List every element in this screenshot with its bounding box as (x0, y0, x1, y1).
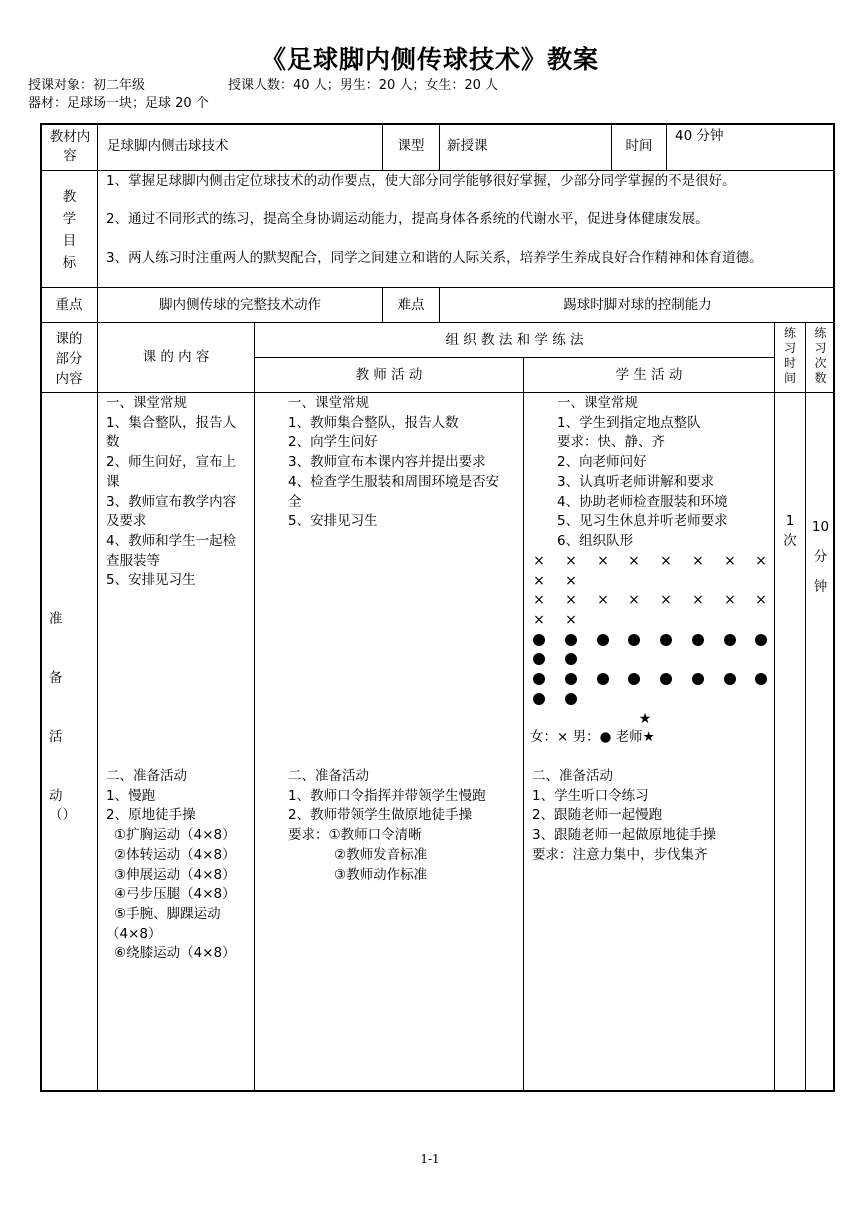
girl-marker: × (755, 592, 767, 609)
girl-marker: × (533, 572, 545, 589)
student-line: 1、学生听口令练习 (532, 787, 649, 804)
content-line: 3、教师宣布教学内容 (106, 493, 237, 510)
formation-row-girls (530, 610, 770, 630)
goals-label: 教 学 目 标 (62, 189, 77, 271)
content-line: ②体转运动（4×8） (114, 846, 236, 863)
key-label: 重点 (55, 297, 83, 313)
formation-row-boys (530, 630, 770, 650)
teacher-line: 要求：①教师口令清晰 (288, 827, 422, 844)
difficulty-label: 难点 (397, 297, 425, 313)
student-block-2 (532, 767, 716, 866)
teacher-line: 一、课堂常规 (288, 395, 369, 411)
teacher-line: 1、教师口令指挥并带领学生慢跑 (288, 787, 486, 804)
content-line: 4、教师和学生一起检 (106, 532, 237, 549)
key-value: 脚内侧传球的完整技术动作 (159, 297, 321, 313)
type-value: 新授课 (447, 138, 488, 154)
boy-marker (533, 634, 545, 646)
formation-row-boys (530, 689, 770, 709)
grid-line (254, 357, 774, 358)
content-line: 5、安排见习生 (106, 572, 196, 589)
student-block-1 (557, 394, 728, 552)
part-char: 准 (49, 611, 63, 627)
girl-marker: × (565, 592, 577, 609)
teacher-line: 全 (288, 493, 302, 510)
girl-marker: × (755, 553, 767, 569)
content-line: ③伸展运动（4×8） (114, 866, 236, 883)
equipment: 器材：足球场一块；足球 20 个 (28, 96, 209, 111)
student-line: 3、跟随老师一起做原地徒手操 (532, 827, 717, 844)
boy-marker (755, 673, 767, 685)
grid-line (41, 322, 835, 323)
org-label: 组 织 教 法 和 学 练 法 (445, 332, 584, 348)
student-line: 2、向老师问好 (557, 454, 647, 471)
time-label: 时间 (625, 138, 653, 154)
content-line: ⑥绕膝运动（4×8） (114, 945, 236, 962)
girl-marker: × (533, 553, 545, 569)
goal-item-1: 1、掌握足球脚内侧击定位球技术的动作要点，使大部分同学能够很好掌握，少部分同学掌握的不是很好。 (106, 173, 736, 189)
student-line: 二、准备活动 (532, 768, 613, 784)
teacher-line: 2、向学生问好 (288, 434, 378, 451)
boy-marker (628, 634, 640, 646)
girl-marker: × (628, 553, 640, 569)
content-line: ④弓步压腿（4×8） (114, 886, 236, 903)
goal-item-2: 2、通过不同形式的练习，提高全身协调运动能力，提高身体各系统的代谢水平，促进身体健康发展。 (106, 211, 709, 227)
content-line: 及要求 (106, 513, 147, 530)
content-line: 1、慢跑 (106, 787, 156, 804)
boy-marker (533, 653, 545, 665)
student-line: 要求：快、静、齐 (557, 434, 665, 451)
teacher-line: 二、准备活动 (288, 768, 369, 784)
content-line: （4×8） (106, 925, 162, 942)
content-line: 课 (106, 473, 120, 490)
boy-marker (565, 634, 577, 646)
content-block-2 (106, 767, 236, 964)
grid-line (41, 170, 835, 171)
practice-count-value: 10 分 钟 (811, 519, 830, 595)
part-label: 课的 部分 内容 (55, 331, 83, 387)
student-activity-label: 学 生 活 动 (615, 367, 683, 383)
content-line: ⑤手腕、脚踝运动 (114, 905, 221, 922)
content-line: ①扩胸运动（4×8） (114, 827, 236, 844)
teacher-activity-label: 教 师 活 动 (355, 367, 423, 383)
grid-line (97, 125, 98, 170)
girl-marker: × (565, 553, 577, 569)
teacher-marker: ★ (638, 710, 652, 727)
student-line: 5、见习生休息并听老师要求 (557, 513, 728, 530)
material-label: 教材内容 (49, 129, 91, 164)
student-line: 2、跟随老师一起慢跑 (532, 807, 663, 824)
teacher-line: ②教师发音标准 (334, 846, 428, 863)
grid-line (41, 392, 835, 393)
formation-diagram (530, 551, 770, 748)
material-value: 足球脚内侧击球技术 (107, 138, 229, 154)
grid-line (41, 287, 835, 288)
student-line: 要求：注意力集中，步伐集齐 (532, 846, 708, 863)
part-char: 备 (49, 670, 63, 686)
teacher-line: 1、教师集合整队，报告人数 (288, 414, 459, 431)
content-line: 数 (106, 434, 120, 451)
document-title: 《足球脚内侧传球技术》教案 (260, 45, 599, 74)
teacher-line: 2、教师带领学生做原地徒手操 (288, 807, 473, 824)
grid-line (523, 357, 524, 1091)
boy-marker (597, 673, 609, 685)
girl-marker: × (533, 592, 545, 609)
part-char: 动 (49, 788, 63, 804)
girl-marker: × (660, 553, 672, 569)
girl-marker: × (597, 592, 609, 609)
boy-marker (692, 673, 704, 685)
grid-line (774, 322, 775, 1091)
content-line: 一、课堂常规 (106, 395, 187, 411)
goal-item-3: 3、两人练习时注重两人的默契配合，同学之间建立和谐的人际关系，培养学生养成良好合作精神和体育道德。 (106, 250, 763, 266)
teacher-block-1 (288, 394, 499, 532)
part-paren: （） (49, 807, 76, 823)
formation-row-boys (530, 649, 770, 669)
teacher-line: ③教师动作标准 (334, 866, 428, 883)
grid-line (97, 322, 98, 1091)
part-char: 活 (49, 729, 63, 745)
girl-marker: × (565, 612, 577, 629)
boy-marker (755, 634, 767, 646)
girl-marker: × (724, 592, 736, 609)
practice-time-value: 1 次 (783, 513, 797, 549)
boy-marker (724, 673, 736, 685)
girl-marker: × (724, 553, 736, 569)
boy-marker (565, 693, 577, 705)
grid-line (254, 322, 255, 1091)
time-value: 40 分钟 (675, 128, 724, 144)
student-line: 1、学生到指定地点整队 (557, 414, 701, 431)
formation-row-teacher (530, 709, 770, 729)
grid-line (805, 322, 806, 1091)
boy-marker (724, 634, 736, 646)
girl-marker: × (533, 612, 545, 629)
boy-marker (565, 653, 577, 665)
content-block-1 (106, 394, 236, 591)
student-line: 6、组织队形 (557, 532, 634, 549)
grid-line (97, 170, 98, 287)
formation-row-boys (530, 669, 770, 689)
difficulty-value: 踢球时脚对球的控制能力 (563, 297, 712, 313)
page-number: 1-1 (420, 1152, 440, 1166)
boy-marker (565, 673, 577, 685)
teacher-line: 5、安排见习生 (288, 513, 378, 530)
practice-time-label: 练 习 时 间 (783, 326, 796, 385)
boy-marker (628, 673, 640, 685)
audience: 授课对象：初二年级 (28, 78, 146, 93)
grid-line (439, 125, 440, 170)
meta-row-1 (28, 77, 498, 95)
practice-count-label: 练 习 次 数 (814, 326, 827, 385)
formation-legend: 女：× 男：● 老师★ (530, 729, 655, 746)
teacher-line: 3、教师宣布本课内容并提出要求 (288, 454, 486, 471)
boy-marker (660, 673, 672, 685)
girl-marker: × (628, 592, 640, 609)
girl-marker: × (692, 553, 704, 569)
type-label: 课型 (397, 138, 425, 154)
grid-line (666, 125, 667, 170)
student-line: 3、认真听老师讲解和要求 (557, 473, 715, 490)
teacher-line: 4、检查学生服装和周围环境是否安 (288, 473, 500, 490)
formation-row-girls (530, 590, 770, 610)
boy-marker (660, 634, 672, 646)
content-line: 2、原地徒手操 (106, 807, 196, 824)
boy-marker (533, 673, 545, 685)
formation-row-girls (530, 551, 770, 571)
boy-marker (533, 693, 545, 705)
content-label: 课 的 内 容 (142, 349, 210, 365)
student-line: 一、课堂常规 (557, 395, 638, 411)
teacher-block-2 (288, 767, 486, 885)
content-line: 查服装等 (106, 552, 160, 569)
girl-marker: × (597, 553, 609, 569)
girl-marker: × (565, 572, 577, 589)
boy-marker (597, 634, 609, 646)
girl-marker: × (692, 592, 704, 609)
boy-marker (692, 634, 704, 646)
formation-row-girls (530, 571, 770, 591)
content-line: 二、准备活动 (106, 768, 187, 784)
content-line: 1、集合整队，报告人 (106, 414, 237, 431)
content-line: 2、师生问好，宣布上 (106, 454, 237, 471)
girl-marker: × (660, 592, 672, 609)
student-line: 4、协助老师检查服装和环境 (557, 493, 728, 510)
student-count: 授课人数：40 人；男生：20 人；女生：20 人 (228, 78, 499, 93)
